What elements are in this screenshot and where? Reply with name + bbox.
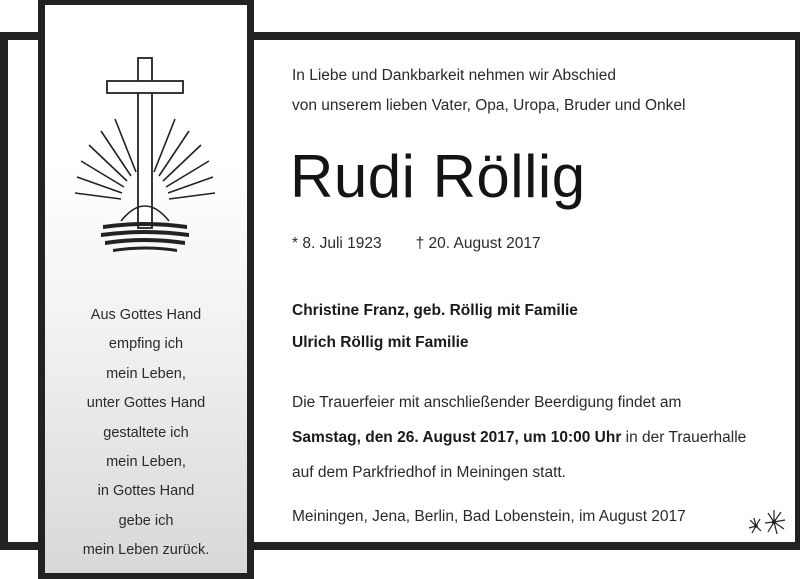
poem-line: mein Leben, — [106, 454, 186, 471]
poem-line: gebe ich — [118, 512, 174, 529]
place-and-date: Meiningen, Jena, Berlin, Bad Lobenstein, im August 2017 — [292, 508, 686, 525]
service-line: Die Trauerfeier mit anschließender Beerdigung findet am — [292, 394, 682, 411]
poem-line: in Gottes Hand — [97, 483, 195, 500]
intro-line: von unserem lieben Vater, Opa, Uropa, Bruder und Onkel — [292, 96, 686, 114]
service-date: Samstag, den 26. August 2017, um 10:00 Uhr — [292, 429, 622, 446]
poem-line: mein Leben zurück. — [82, 542, 210, 559]
poem-line: mein Leben, — [106, 365, 186, 382]
poem — [45, 301, 247, 566]
deceased-name: Rudi Röllig — [290, 143, 586, 210]
flower-sprig-icon — [748, 504, 788, 538]
intro-text — [292, 61, 685, 120]
cross-over-rising-sun-and-water-icon — [65, 53, 225, 263]
intro-line: In Liebe und Dankbarkeit nehmen wir Abschied — [292, 67, 616, 84]
mourners — [292, 295, 578, 359]
death-date: † 20. August 2017 — [415, 235, 541, 252]
birth-date: * 8. Juli 1923 — [292, 235, 382, 252]
mourner-line: Christine Franz, geb. Röllig mit Familie — [292, 302, 578, 319]
service-line: auf dem Parkfriedhof in Meiningen statt. — [292, 464, 566, 481]
life-dates — [292, 235, 541, 253]
service-line — [292, 420, 746, 455]
service-location: in der Trauerhalle — [621, 429, 747, 446]
side-panel — [38, 0, 254, 579]
poem-line: gestaltete ich — [103, 424, 189, 441]
poem-line: Aus Gottes Hand — [90, 307, 202, 323]
service-info — [292, 385, 746, 490]
mourner-line: Ulrich Röllig mit Familie — [292, 334, 469, 351]
poem-line: unter Gottes Hand — [86, 395, 206, 412]
poem-line: empfing ich — [108, 336, 184, 353]
